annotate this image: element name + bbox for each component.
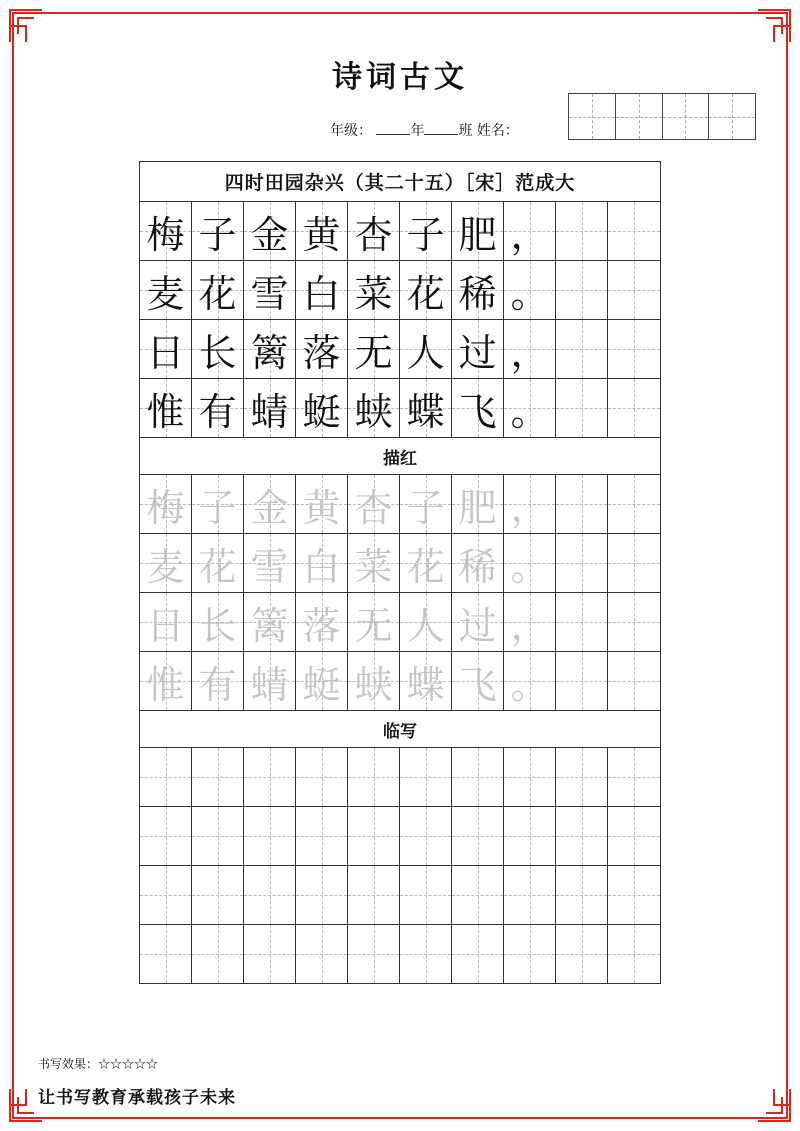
copy-cell[interactable] (400, 866, 452, 924)
poem-character: 雪 (250, 271, 289, 316)
poem-character: 花 (406, 271, 445, 316)
poem-character: 白 (302, 271, 341, 316)
trace-character: 有 (198, 662, 237, 707)
poem-cell (400, 379, 452, 437)
poem-cell (348, 202, 400, 260)
trace-character: 花 (406, 544, 445, 589)
poem-cell (192, 261, 244, 319)
copy-cell[interactable] (400, 807, 452, 865)
poem-row (140, 202, 660, 261)
poem-character: ， (510, 330, 549, 375)
trace-character: 蜓 (302, 662, 341, 707)
copy-row (140, 925, 660, 983)
trace-cell (244, 475, 296, 533)
poem-cell (244, 202, 296, 260)
trace-row (140, 475, 660, 534)
page-title: 诗词古文 (332, 60, 468, 95)
poem-cell (608, 202, 660, 260)
trace-cell (192, 534, 244, 592)
poem-cell (452, 379, 504, 437)
poem-cell (140, 261, 192, 319)
trace-character: 。 (510, 544, 549, 589)
poem-cell (140, 379, 192, 437)
poem-cell (192, 379, 244, 437)
copy-row (140, 807, 660, 866)
trace-character: 飞 (458, 662, 497, 707)
trace-character: 蛱 (354, 662, 393, 707)
trace-cell (400, 593, 452, 651)
poem-cell (348, 261, 400, 319)
copy-cell[interactable] (296, 748, 348, 806)
name-label: 姓名： (476, 123, 519, 139)
trace-cell (192, 593, 244, 651)
trace-cell (608, 593, 660, 651)
copy-cell[interactable] (608, 866, 660, 924)
poem-cell (608, 379, 660, 437)
copy-cell[interactable] (504, 748, 556, 806)
trace-cell (504, 475, 556, 533)
poem-cell (504, 261, 556, 319)
class-blank[interactable] (424, 122, 458, 135)
poem-grid (140, 202, 660, 437)
copy-cell[interactable] (504, 925, 556, 983)
poem-cell (348, 379, 400, 437)
trace-character: 。 (510, 662, 549, 707)
poem-character: 蛱 (354, 389, 393, 434)
poem-cell (608, 261, 660, 319)
copy-cell[interactable] (244, 748, 296, 806)
trace-cell (192, 652, 244, 710)
trace-character: 惟 (146, 662, 185, 707)
copy-cell[interactable] (608, 925, 660, 983)
copy-cell[interactable] (192, 925, 244, 983)
poem-character: 落 (302, 330, 341, 375)
poem-cell (244, 261, 296, 319)
copy-cell[interactable] (608, 807, 660, 865)
trace-cell (244, 593, 296, 651)
trace-cell (348, 534, 400, 592)
poem-character: 杏 (354, 212, 393, 257)
copy-cell[interactable] (192, 748, 244, 806)
copy-cell[interactable] (244, 866, 296, 924)
trace-cell (452, 534, 504, 592)
trace-cell (608, 534, 660, 592)
trace-character: 白 (302, 544, 341, 589)
trace-character: 蝶 (406, 662, 445, 707)
poem-character: 子 (198, 212, 237, 257)
poem-row (140, 320, 660, 379)
poem-character: 菜 (354, 271, 393, 316)
poem-cell (608, 320, 660, 378)
corner-ornament-top-right (756, 8, 792, 44)
poem-character: 有 (198, 389, 237, 434)
trace-cell (296, 534, 348, 592)
poem-character: 肥 (458, 212, 497, 257)
copy-cell[interactable] (192, 866, 244, 924)
poem-cell (452, 320, 504, 378)
trace-cell (296, 475, 348, 533)
poem-cell (244, 320, 296, 378)
copy-cell[interactable] (192, 807, 244, 865)
poem-character: 子 (406, 212, 445, 257)
trace-character: 落 (302, 603, 341, 648)
trace-cell (556, 534, 608, 592)
copy-cell[interactable] (140, 925, 192, 983)
poem-character: 花 (198, 271, 237, 316)
copy-cell[interactable] (556, 748, 608, 806)
copy-cell[interactable] (504, 866, 556, 924)
poem-character: 长 (198, 330, 237, 375)
class-label: 班 (458, 123, 473, 139)
poem-cell (400, 261, 452, 319)
copy-cell[interactable] (452, 925, 504, 983)
poem-cell (504, 202, 556, 260)
copy-cell[interactable] (452, 748, 504, 806)
trace-character: 子 (406, 485, 445, 530)
trace-cell (556, 475, 608, 533)
poem-heading: 四时田园杂兴（其二十五）［宋］范成大 (140, 162, 660, 202)
trace-cell (556, 652, 608, 710)
trace-cell (452, 593, 504, 651)
trace-cell (296, 652, 348, 710)
trace-character: 雪 (250, 544, 289, 589)
trace-character: 菜 (354, 544, 393, 589)
copy-cell[interactable] (556, 807, 608, 865)
poem-character: 无 (354, 330, 393, 375)
trace-cell (140, 593, 192, 651)
trace-character: 人 (406, 603, 445, 648)
trace-character: 长 (198, 603, 237, 648)
trace-cell (348, 652, 400, 710)
copy-cell[interactable] (244, 925, 296, 983)
poem-cell (296, 320, 348, 378)
poem-cell (452, 261, 504, 319)
poem-cell (400, 202, 452, 260)
copy-cell[interactable] (296, 925, 348, 983)
copy-cell[interactable] (452, 866, 504, 924)
writing-effect-rating: 书写效果：☆☆☆☆☆ (38, 1057, 159, 1071)
poem-character: 麦 (146, 271, 185, 316)
copy-cell[interactable] (400, 748, 452, 806)
copy-grid[interactable] (140, 748, 660, 983)
poem-character: 人 (406, 330, 445, 375)
poem-cell (140, 202, 192, 260)
copy-cell[interactable] (348, 925, 400, 983)
trace-character: 日 (146, 603, 185, 648)
trace-character: 蜻 (250, 662, 289, 707)
poem-row (140, 379, 660, 437)
trace-cell (244, 534, 296, 592)
trace-cell (400, 534, 452, 592)
trace-character: 篱 (250, 603, 289, 648)
copy-cell[interactable] (556, 925, 608, 983)
trace-cell (348, 593, 400, 651)
poem-cell (140, 320, 192, 378)
poem-character: 梅 (146, 212, 185, 257)
trace-character: 无 (354, 603, 393, 648)
trace-cell (296, 593, 348, 651)
copy-cell[interactable] (140, 807, 192, 865)
poem-cell (504, 320, 556, 378)
trace-character: ， (510, 485, 549, 530)
poem-character: 。 (510, 389, 549, 434)
poem-cell (452, 202, 504, 260)
trace-cell (608, 652, 660, 710)
trace-cell (244, 652, 296, 710)
trace-cell (504, 652, 556, 710)
trace-cell (608, 475, 660, 533)
grade-blank[interactable] (376, 122, 410, 135)
trace-character: 梅 (146, 485, 185, 530)
poem-cell (556, 202, 608, 260)
poem-cell (296, 261, 348, 319)
poem-cell (192, 320, 244, 378)
copy-cell[interactable] (556, 866, 608, 924)
poem-cell (400, 320, 452, 378)
poem-character: 日 (146, 330, 185, 375)
poem-character: 蜻 (250, 389, 289, 434)
copy-cell[interactable] (348, 748, 400, 806)
grade-label: 年级： (330, 123, 372, 139)
poem-character: ， (510, 212, 549, 257)
trace-character: 黄 (302, 485, 341, 530)
trace-grid (140, 475, 660, 710)
trace-character: 金 (250, 485, 289, 530)
practice-sheet (139, 161, 661, 984)
trace-character: 花 (198, 544, 237, 589)
poem-character: 过 (458, 330, 497, 375)
name-grid[interactable] (568, 93, 756, 140)
trace-cell (140, 652, 192, 710)
trace-cell (140, 534, 192, 592)
poem-cell (192, 202, 244, 260)
trace-cell (452, 475, 504, 533)
trace-cell (504, 593, 556, 651)
copy-cell[interactable] (296, 866, 348, 924)
poem-cell (244, 379, 296, 437)
poem-character: 蝶 (406, 389, 445, 434)
poem-cell (504, 379, 556, 437)
poem-cell (348, 320, 400, 378)
trace-row (140, 652, 660, 710)
footer-slogan: 让书写教育承载孩子未来 (38, 1088, 236, 1108)
poem-cell (556, 261, 608, 319)
trace-cell (140, 475, 192, 533)
trace-row (140, 534, 660, 593)
trace-cell (504, 534, 556, 592)
trace-character: 过 (458, 603, 497, 648)
trace-row (140, 593, 660, 652)
corner-ornament-bottom-right (756, 1087, 792, 1123)
trace-character: 杏 (354, 485, 393, 530)
poem-character: 黄 (302, 212, 341, 257)
trace-cell (400, 475, 452, 533)
copy-cell[interactable] (400, 925, 452, 983)
poem-cell (556, 320, 608, 378)
poem-character: 。 (510, 271, 549, 316)
copy-cell[interactable] (504, 807, 556, 865)
copy-cell[interactable] (452, 807, 504, 865)
trace-character: 麦 (146, 544, 185, 589)
student-info-line (330, 120, 519, 140)
copy-cell[interactable] (140, 866, 192, 924)
poem-row (140, 261, 660, 320)
poem-character: 稀 (458, 271, 497, 316)
poem-character: 惟 (146, 389, 185, 434)
trace-character: 肥 (458, 485, 497, 530)
copy-cell[interactable] (348, 866, 400, 924)
trace-character: 子 (198, 485, 237, 530)
trace-cell (452, 652, 504, 710)
poem-cell (296, 379, 348, 437)
poem-character: 篱 (250, 330, 289, 375)
copy-cell[interactable] (140, 748, 192, 806)
copy-row (140, 866, 660, 925)
corner-ornament-top-left (8, 8, 44, 44)
trace-cell (192, 475, 244, 533)
poem-cell (296, 202, 348, 260)
trace-character: 稀 (458, 544, 497, 589)
copy-cell[interactable] (348, 807, 400, 865)
poem-character: 金 (250, 212, 289, 257)
year-label: 年 (410, 123, 425, 139)
copy-row (140, 748, 660, 807)
trace-cell (400, 652, 452, 710)
poem-character: 蜓 (302, 389, 341, 434)
copy-cell[interactable] (608, 748, 660, 806)
poem-character: 飞 (458, 389, 497, 434)
trace-cell (556, 593, 608, 651)
trace-section-label: 描红 (140, 437, 660, 475)
trace-cell (348, 475, 400, 533)
trace-character: ， (510, 603, 549, 648)
poem-cell (556, 379, 608, 437)
copy-section-label: 临写 (140, 710, 660, 748)
copy-cell[interactable] (244, 807, 296, 865)
copy-cell[interactable] (296, 807, 348, 865)
